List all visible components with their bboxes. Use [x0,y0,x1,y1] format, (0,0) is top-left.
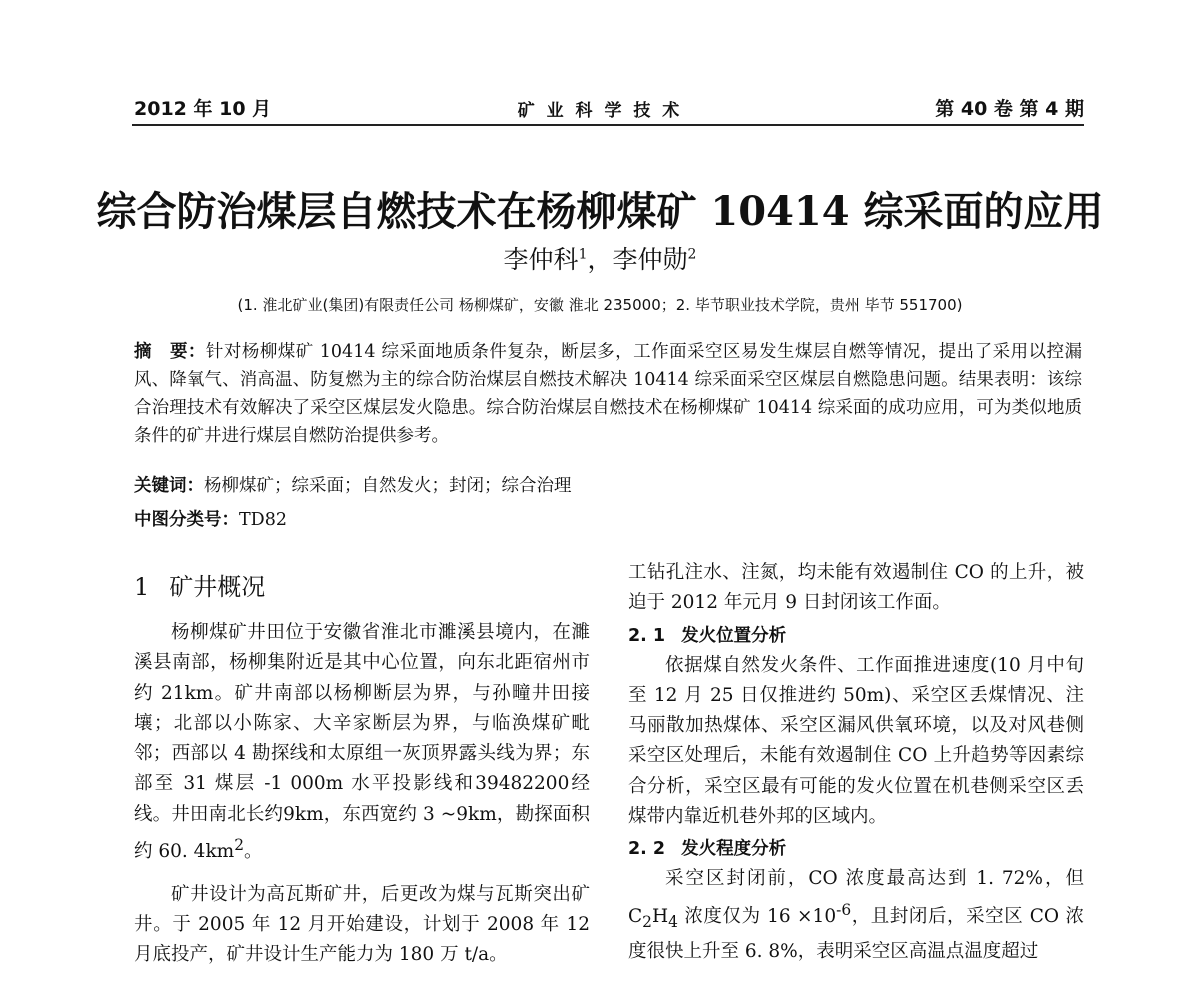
classification [134,506,287,531]
subsection-title: 发火程度分析 [681,839,787,860]
journal-date: 2012 年 10 月 [134,98,272,120]
paragraph-text: H [651,905,669,927]
author-separator: ， [587,245,613,274]
section-title: 矿井概况 [169,573,266,601]
classification-label: 中图分类号： [134,510,239,530]
paragraph-text: 采空区封闭前，CO 浓度最高达到 1. 72%，但 C [628,868,1084,927]
author-2-affil-mark: 2 [687,246,697,263]
header-rule [132,124,1084,126]
abstract-text: 针对杨柳煤矿 10414 综采面地质条件复杂，断层多，工作面采空区易发生煤层自燃等情况，提出了采用以控漏风、降氧气、消高温、防复燃为主的综合防治煤层自燃技术解决 10414 综采面采空区煤层自燃隐患问题。结果表明：该综合治理技术有效解决了采空区煤层发火隐患。综合防治煤层自燃技术在杨柳煤矿 10414 综采面的成功应用，可为类似地质条件的矿井进行煤层自燃防治提供参考。 [134,342,1083,446]
abstract-label: 摘 要： [134,342,206,362]
section-number: 1 [134,573,150,601]
paragraph-text: ，且封闭后，采空区 CO 浓度很快上升至 6. 8%，表明采空区高温点温度超过 [628,905,1084,962]
paragraph-text: 杨柳煤矿井田位于安徽省淮北市濉溪县境内，在濉溪县南部，杨柳集附近是其中心位置，向东北距宿州市约 21km。矿井南部以杨柳断层为界，与孙疃井田接壤；北部以小陈家、大辛家断层为界，与临涣煤矿毗邻；西部以 4 勘探线和太原组一灰顶界露头线为界；东部至 31 煤层 -1 000m 水平投影线和39482200经线。井田南北长约9km，东西宽约 3 ~9km，勘探面积约 60. 4km [134,622,590,863]
paper-title: 综合防治煤层自燃技术在杨柳煤矿 10414 综采面的应用 [96,188,1104,235]
journal-name: 矿 业 科 学 技 术 [517,101,683,121]
abstract [134,338,1082,450]
paragraph-text: 浓度仅为 16 ×10 [677,905,837,927]
paragraph-continued: 工钻孔注水、注氮，均未能有效遏制住 CO 的上升，被迫于 2012 年元月 9 日封闭该工作面。 [628,562,1084,614]
journal-volume-issue: 第 40 卷 第 4 期 [935,98,1084,120]
affiliation: (1. 淮北矿业(集团)有限责任公司 杨柳煤矿，安徽 淮北 235000；2. 毕节职业技术学院，贵州 毕节 551700) [237,296,963,314]
paragraph [134,618,590,868]
authors [0,240,1200,276]
keywords-label: 关键词： [134,476,204,496]
subscript: 4 [668,912,678,931]
section-heading [134,572,590,602]
paragraph-end: 。 [244,841,263,863]
subsection-number: 2. 2 [628,839,666,860]
right-column [628,558,1084,967]
keywords-text: 杨柳煤矿；综采面；自然发火；封闭；综合治理 [204,476,572,496]
left-column [134,560,590,970]
subsection-heading [628,834,1084,864]
subsection-heading [628,621,1084,651]
author-1: 李仲科 [503,245,579,274]
keywords [134,472,572,497]
subscript: 2 [642,912,652,931]
subsection-number: 2. 1 [628,625,666,646]
superscript: 2 [234,836,245,855]
author-1-affil-mark: 1 [578,246,588,263]
classification-code: TD82 [239,510,287,530]
superscript: -6 [836,900,852,919]
paragraph [628,864,1084,967]
paragraph: 依据煤自然发火条件、工作面推进速度(10 月中旬至 12 月 25 日仅推进约 50m)、采空区丢煤情况、注马丽散加热煤体、采空区漏风供氧环境，以及对风巷侧采空区处理后，未能有效遏制住 CO 上升趋势等因素综合分析，采空区最有可能的发火位置在机巷侧采空区丢煤带内靠近机巷外邦的区域内。 [628,654,1084,828]
subsection-title: 发火位置分析 [681,625,787,646]
author-2: 李仲勋 [612,245,688,274]
paragraph: 矿井设计为高瓦斯矿井，后更改为煤与瓦斯突出矿井。于 2005 年 12 月开始建设，计划于 2008 年 12 月底投产，矿井设计生产能力为 180 万 t/a。 [134,883,590,966]
